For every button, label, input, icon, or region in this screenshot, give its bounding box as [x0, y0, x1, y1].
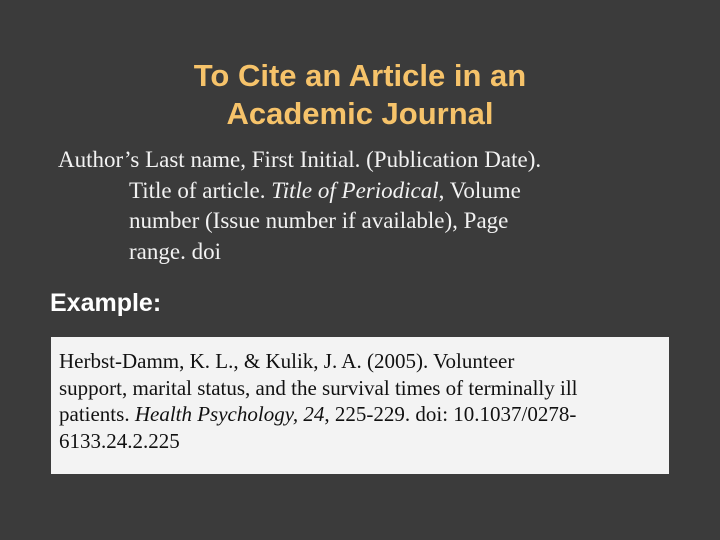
example-line-4: 6133.24.2.225 [59, 428, 180, 453]
citation-format [58, 145, 668, 267]
slide-title [60, 57, 660, 133]
format-line-3: number (Issue number if available), Page [129, 208, 509, 233]
example-label: Example: [50, 289, 162, 317]
format-line-1: Author’s Last name, First Initial. (Publication Date). [58, 147, 542, 172]
example-line-2: support, marital status, and the survival times of terminally ill [59, 375, 578, 400]
format-line-2-rest: , Volume [438, 177, 521, 203]
example-line-3-rest: , 225-229. doi: 10.1037/0278- [324, 402, 577, 426]
example-citation-box [51, 337, 669, 474]
example-line-3 [59, 401, 661, 428]
format-line-4: range. doi [129, 238, 221, 264]
periodical-placeholder: Title of Periodical [271, 177, 439, 203]
format-line-2 [58, 176, 668, 207]
title-line-2: Academic Journal [226, 96, 494, 131]
format-line-2-text: Title of article. [129, 177, 272, 203]
title-line-1: To Cite an Article in an [193, 58, 527, 93]
journal-title: Health Psychology, 24 [134, 402, 325, 426]
example-line-3-text: patients. [59, 402, 135, 426]
example-line-1: Herbst-Damm, K. L., & Kulik, J. A. (2005). Volunteer [59, 349, 515, 373]
